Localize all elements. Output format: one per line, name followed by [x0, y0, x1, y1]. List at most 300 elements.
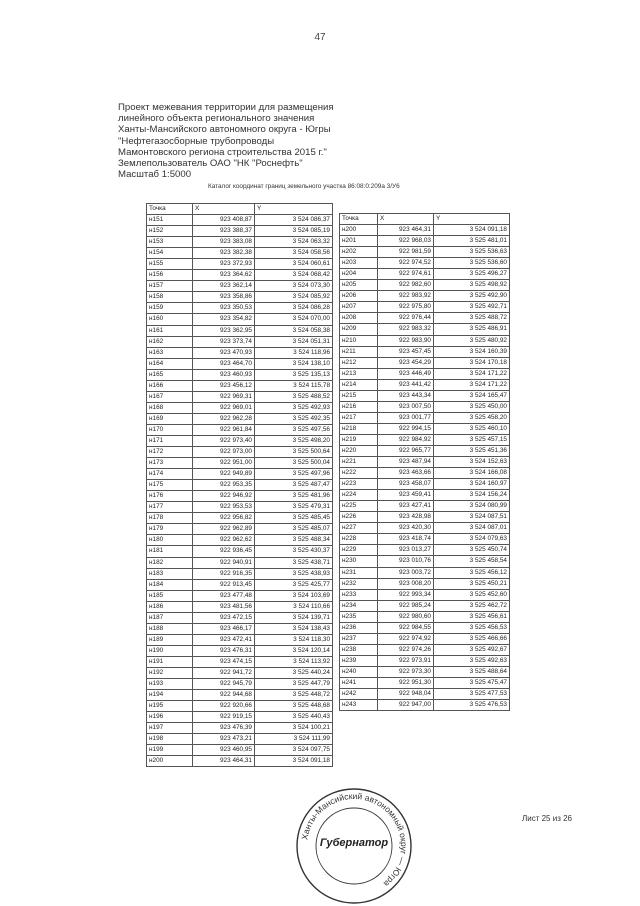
- point-cell: н177: [147, 502, 193, 513]
- x-cell: 923 460,93: [193, 369, 255, 380]
- y-cell: 3 524 171,22: [434, 379, 510, 390]
- table-row: [147, 557, 333, 568]
- x-cell: 923 476,39: [193, 723, 255, 734]
- y-cell: 3 524 110,66: [255, 601, 333, 612]
- point-cell: н206: [340, 291, 378, 302]
- y-cell: 3 524 115,78: [255, 380, 333, 391]
- x-cell: 922 983,92: [378, 291, 434, 302]
- y-cell: 3 525 536,63: [434, 247, 510, 258]
- x-cell: 922 974,52: [378, 258, 434, 269]
- table-row: [340, 445, 510, 456]
- table-row: [147, 601, 333, 612]
- table-row: [147, 623, 333, 634]
- table-row: [147, 513, 333, 524]
- point-cell: н223: [340, 479, 378, 490]
- table-row: [147, 579, 333, 590]
- point-cell: н205: [340, 280, 378, 291]
- y-cell: 3 525 488,52: [255, 391, 333, 402]
- point-cell: н170: [147, 424, 193, 435]
- x-cell: 923 464,70: [193, 358, 255, 369]
- point-cell: н203: [340, 258, 378, 269]
- x-cell: 922 974,61: [378, 269, 434, 280]
- x-cell: 923 427,41: [378, 501, 434, 512]
- table-row: [340, 534, 510, 545]
- header-line: Мамонтовского региона строительства 2015 г.": [118, 146, 327, 158]
- y-cell: 3 525 487,47: [255, 480, 333, 491]
- point-cell: н182: [147, 557, 193, 568]
- x-cell: 923 464,31: [193, 756, 255, 767]
- table-row: [147, 491, 333, 502]
- point-cell: н239: [340, 655, 378, 666]
- x-cell: 922 968,03: [378, 236, 434, 247]
- x-cell: 922 969,01: [193, 402, 255, 413]
- y-cell: 3 525 536,60: [434, 258, 510, 269]
- point-cell: н213: [340, 368, 378, 379]
- y-cell: 3 525 481,96: [255, 491, 333, 502]
- y-cell: 3 524 160,39: [434, 346, 510, 357]
- y-cell: 3 525 456,12: [434, 567, 510, 578]
- y-cell: 3 524 070,00: [255, 314, 333, 325]
- header-line: Масштаб 1:5000: [118, 169, 192, 181]
- y-cell: 3 524 138,43: [255, 623, 333, 634]
- table-row: [340, 689, 510, 700]
- y-cell: 3 524 080,99: [434, 501, 510, 512]
- x-cell: 923 008,20: [378, 578, 434, 589]
- table-row: [340, 622, 510, 633]
- point-cell: н243: [340, 700, 378, 711]
- point-cell: н225: [340, 501, 378, 512]
- table-row: [147, 535, 333, 546]
- table-row: [147, 524, 333, 535]
- point-cell: н162: [147, 336, 193, 347]
- point-cell: н211: [340, 346, 378, 357]
- x-cell: 923 382,38: [193, 248, 255, 259]
- table-row: [340, 368, 510, 379]
- x-cell: 922 944,68: [193, 690, 255, 701]
- x-cell: 923 466,17: [193, 623, 255, 634]
- y-cell: 3 525 492,35: [255, 413, 333, 424]
- x-cell: 923 446,49: [378, 368, 434, 379]
- point-cell: н164: [147, 358, 193, 369]
- column-header-point: Точка: [147, 204, 193, 215]
- point-cell: н201: [340, 236, 378, 247]
- point-cell: н216: [340, 401, 378, 412]
- point-cell: н210: [340, 335, 378, 346]
- table-row: [147, 634, 333, 645]
- page-number: 47: [314, 32, 326, 43]
- y-cell: 3 525 450,74: [434, 545, 510, 556]
- x-cell: 922 973,91: [378, 655, 434, 666]
- point-cell: н226: [340, 512, 378, 523]
- table-row: [147, 667, 333, 678]
- column-header-y: Y: [434, 214, 510, 225]
- table-row: [340, 677, 510, 688]
- point-cell: н165: [147, 369, 193, 380]
- x-cell: 922 973,00: [193, 447, 255, 458]
- x-cell: 923 010,76: [378, 556, 434, 567]
- column-header-x: X: [378, 214, 434, 225]
- y-cell: 3 524 171,22: [434, 368, 510, 379]
- y-cell: 3 525 438,71: [255, 557, 333, 568]
- table-row: [340, 225, 510, 236]
- table-row: [340, 258, 510, 269]
- header-line: Ханты-Мансийского автономного округа - Югры: [118, 124, 331, 136]
- y-cell: 3 524 152,63: [434, 457, 510, 468]
- x-cell: 923 354,82: [193, 314, 255, 325]
- table-row: [147, 369, 333, 380]
- y-cell: 3 525 476,53: [434, 700, 510, 711]
- point-cell: н208: [340, 313, 378, 324]
- x-cell: 922 961,84: [193, 424, 255, 435]
- y-cell: 3 525 496,27: [434, 269, 510, 280]
- point-cell: н228: [340, 534, 378, 545]
- x-cell: 923 487,94: [378, 457, 434, 468]
- table-row: [147, 292, 333, 303]
- y-cell: 3 524 091,18: [255, 756, 333, 767]
- x-cell: 922 946,92: [193, 491, 255, 502]
- y-cell: 3 525 500,64: [255, 447, 333, 458]
- seal-ring-text: Ханты-Мансийский автономный округ — Югра: [299, 790, 410, 889]
- x-cell: 922 951,30: [378, 677, 434, 688]
- table-row: [147, 237, 333, 248]
- seal-center-text: Губернатор: [319, 837, 389, 849]
- sheet-label: Лист 25 из 26: [522, 814, 572, 823]
- point-cell: н207: [340, 302, 378, 313]
- x-cell: 922 973,30: [378, 666, 434, 677]
- table-row: [147, 270, 333, 281]
- table-row: [147, 402, 333, 413]
- point-cell: н159: [147, 303, 193, 314]
- header-line: Проект межевания территории для размещения: [118, 102, 334, 113]
- table-header-row: [147, 204, 333, 215]
- table-row: [340, 523, 510, 534]
- table-row: [147, 679, 333, 690]
- point-cell: н222: [340, 468, 378, 479]
- x-cell: 922 916,35: [193, 568, 255, 579]
- column-header-point: Точка: [340, 214, 378, 225]
- x-cell: 922 965,77: [378, 445, 434, 456]
- y-cell: 3 524 073,30: [255, 281, 333, 292]
- y-cell: 3 524 087,01: [434, 523, 510, 534]
- column-header-y: Y: [255, 204, 333, 215]
- x-cell: 922 949,89: [193, 469, 255, 480]
- point-cell: н151: [147, 215, 193, 226]
- y-cell: 3 525 492,93: [255, 402, 333, 413]
- coordinates-table-left: [146, 203, 333, 767]
- table-row: [147, 690, 333, 701]
- catalog-title: Каталог координат границ земельного участка 86:08:0:209а 3/У6: [208, 183, 400, 190]
- coordinates-table-right: [339, 213, 510, 711]
- table-row: [340, 567, 510, 578]
- x-cell: 922 920,66: [193, 701, 255, 712]
- x-cell: 922 975,80: [378, 302, 434, 313]
- y-cell: 3 524 086,28: [255, 303, 333, 314]
- x-cell: 923 001,77: [378, 412, 434, 423]
- table-row: [147, 447, 333, 458]
- point-cell: н227: [340, 523, 378, 534]
- point-cell: н221: [340, 457, 378, 468]
- y-cell: 3 524 051,31: [255, 336, 333, 347]
- x-cell: 922 940,91: [193, 557, 255, 568]
- x-cell: 922 956,82: [193, 513, 255, 524]
- x-cell: 922 969,31: [193, 391, 255, 402]
- x-cell: 923 003,72: [378, 567, 434, 578]
- table-row: [147, 314, 333, 325]
- x-cell: 923 464,31: [378, 225, 434, 236]
- point-cell: н154: [147, 248, 193, 259]
- x-cell: 922 985,24: [378, 600, 434, 611]
- y-cell: 3 525 438,93: [255, 568, 333, 579]
- y-cell: 3 524 058,56: [255, 248, 333, 259]
- y-cell: 3 525 457,15: [434, 434, 510, 445]
- x-cell: 923 476,31: [193, 645, 255, 656]
- point-cell: н163: [147, 347, 193, 358]
- y-cell: 3 525 456,61: [434, 611, 510, 622]
- point-cell: н185: [147, 590, 193, 601]
- table-row: [340, 611, 510, 622]
- point-cell: н237: [340, 633, 378, 644]
- y-cell: 3 524 087,51: [434, 512, 510, 523]
- y-cell: 3 524 118,30: [255, 634, 333, 645]
- x-cell: 922 983,90: [378, 335, 434, 346]
- y-cell: 3 525 466,66: [434, 633, 510, 644]
- x-cell: 922 973,40: [193, 435, 255, 446]
- y-cell: 3 525 135,13: [255, 369, 333, 380]
- point-cell: н242: [340, 689, 378, 700]
- y-cell: 3 525 486,91: [434, 324, 510, 335]
- point-cell: н188: [147, 623, 193, 634]
- point-cell: н194: [147, 690, 193, 701]
- table-row: [340, 600, 510, 611]
- table-row: [147, 469, 333, 480]
- point-cell: н192: [147, 667, 193, 678]
- table-row: [147, 645, 333, 656]
- x-cell: 922 953,35: [193, 480, 255, 491]
- y-cell: 3 525 498,20: [255, 435, 333, 446]
- point-cell: н229: [340, 545, 378, 556]
- point-cell: н156: [147, 270, 193, 281]
- x-cell: 923 481,56: [193, 601, 255, 612]
- y-cell: 3 525 458,54: [434, 556, 510, 567]
- point-cell: н196: [147, 712, 193, 723]
- y-cell: 3 525 488,72: [434, 313, 510, 324]
- x-cell: 923 472,41: [193, 634, 255, 645]
- table-body: [340, 225, 510, 711]
- table-row: [340, 346, 510, 357]
- point-cell: н179: [147, 524, 193, 535]
- table-row: [340, 423, 510, 434]
- x-cell: 923 456,12: [193, 380, 255, 391]
- table-row: [147, 413, 333, 424]
- point-cell: н232: [340, 578, 378, 589]
- y-cell: 3 525 425,77: [255, 579, 333, 590]
- table-row: [147, 458, 333, 469]
- header-line: Землепользователь ОАО "НК "Роснефть": [118, 158, 303, 170]
- x-cell: 922 948,04: [378, 689, 434, 700]
- x-cell: 923 457,45: [378, 346, 434, 357]
- x-cell: 922 980,60: [378, 611, 434, 622]
- y-cell: 3 524 160,97: [434, 479, 510, 490]
- point-cell: н152: [147, 226, 193, 237]
- table-row: [147, 435, 333, 446]
- point-cell: н168: [147, 402, 193, 413]
- point-cell: н189: [147, 634, 193, 645]
- table-row: [147, 480, 333, 491]
- table-row: [340, 468, 510, 479]
- point-cell: н218: [340, 423, 378, 434]
- table-row: [147, 590, 333, 601]
- point-cell: н219: [340, 434, 378, 445]
- point-cell: н183: [147, 568, 193, 579]
- y-cell: 3 525 481,01: [434, 236, 510, 247]
- x-cell: 923 358,86: [193, 292, 255, 303]
- point-cell: н160: [147, 314, 193, 325]
- y-cell: 3 525 430,37: [255, 546, 333, 557]
- point-cell: н235: [340, 611, 378, 622]
- x-cell: 923 408,87: [193, 215, 255, 226]
- point-cell: н217: [340, 412, 378, 423]
- table-row: [147, 612, 333, 623]
- x-cell: 923 007,50: [378, 401, 434, 412]
- y-cell: 3 524 165,47: [434, 390, 510, 401]
- point-cell: н153: [147, 237, 193, 248]
- table-row: [340, 666, 510, 677]
- y-cell: 3 525 475,47: [434, 677, 510, 688]
- table-row: [340, 412, 510, 423]
- table-row: [340, 302, 510, 313]
- point-cell: н178: [147, 513, 193, 524]
- y-cell: 3 525 479,31: [255, 502, 333, 513]
- header-line: "Нефтегазосборные трубопроводы: [118, 135, 275, 147]
- point-cell: н195: [147, 701, 193, 712]
- point-cell: н231: [340, 567, 378, 578]
- table-row: [340, 324, 510, 335]
- x-cell: 923 470,93: [193, 347, 255, 358]
- x-cell: 922 974,26: [378, 644, 434, 655]
- x-cell: 923 473,21: [193, 734, 255, 745]
- y-cell: 3 525 456,53: [434, 622, 510, 633]
- table-row: [340, 379, 510, 390]
- y-cell: 3 524 166,08: [434, 468, 510, 479]
- table-row: [340, 280, 510, 291]
- point-cell: н215: [340, 390, 378, 401]
- point-cell: н238: [340, 644, 378, 655]
- point-cell: н169: [147, 413, 193, 424]
- y-cell: 3 525 440,43: [255, 712, 333, 723]
- point-cell: н166: [147, 380, 193, 391]
- point-cell: н230: [340, 556, 378, 567]
- point-cell: н175: [147, 480, 193, 491]
- table-row: [147, 424, 333, 435]
- x-cell: 923 474,15: [193, 656, 255, 667]
- table-row: [147, 303, 333, 314]
- column-header-x: X: [193, 204, 255, 215]
- table-row: [340, 644, 510, 655]
- point-cell: н224: [340, 490, 378, 501]
- x-cell: 923 388,37: [193, 226, 255, 237]
- table-row: [340, 501, 510, 512]
- y-cell: 3 525 485,07: [255, 524, 333, 535]
- x-cell: 923 383,08: [193, 237, 255, 248]
- table-row: [147, 756, 333, 767]
- table-row: [147, 259, 333, 270]
- table-row: [340, 335, 510, 346]
- point-cell: н193: [147, 679, 193, 690]
- x-cell: 923 364,62: [193, 270, 255, 281]
- x-cell: 922 993,34: [378, 589, 434, 600]
- table-row: [147, 656, 333, 667]
- y-cell: 3 525 448,68: [255, 701, 333, 712]
- point-cell: н191: [147, 656, 193, 667]
- y-cell: 3 525 480,92: [434, 335, 510, 346]
- x-cell: 922 974,92: [378, 633, 434, 644]
- table-row: [340, 269, 510, 280]
- table-row: [340, 457, 510, 468]
- y-cell: 3 524 068,42: [255, 270, 333, 281]
- y-cell: 3 524 091,18: [434, 225, 510, 236]
- x-cell: 923 428,98: [378, 512, 434, 523]
- x-cell: 922 947,00: [378, 700, 434, 711]
- x-cell: 922 984,92: [378, 434, 434, 445]
- point-cell: н158: [147, 292, 193, 303]
- table-row: [340, 401, 510, 412]
- y-cell: 3 525 477,53: [434, 689, 510, 700]
- y-cell: 3 524 097,75: [255, 745, 333, 756]
- y-cell: 3 524 118,96: [255, 347, 333, 358]
- table-row: [340, 578, 510, 589]
- y-cell: 3 525 485,45: [255, 513, 333, 524]
- x-cell: 923 418,74: [378, 534, 434, 545]
- x-cell: 922 981,59: [378, 247, 434, 258]
- table-row: [147, 380, 333, 391]
- y-cell: 3 525 462,72: [434, 600, 510, 611]
- x-cell: 922 994,15: [378, 423, 434, 434]
- x-cell: 923 373,74: [193, 336, 255, 347]
- point-cell: н202: [340, 247, 378, 258]
- table-row: [340, 655, 510, 666]
- x-cell: 923 350,53: [193, 303, 255, 314]
- point-cell: н220: [340, 445, 378, 456]
- table-row: [147, 358, 333, 369]
- table-row: [147, 336, 333, 347]
- x-cell: 923 362,14: [193, 281, 255, 292]
- x-cell: 922 983,32: [378, 324, 434, 335]
- point-cell: н198: [147, 734, 193, 745]
- y-cell: 3 524 170,18: [434, 357, 510, 368]
- y-cell: 3 525 492,71: [434, 302, 510, 313]
- y-cell: 3 525 460,10: [434, 423, 510, 434]
- table-row: [147, 325, 333, 336]
- point-cell: н173: [147, 458, 193, 469]
- point-cell: н241: [340, 677, 378, 688]
- point-cell: н190: [147, 645, 193, 656]
- y-cell: 3 525 447,79: [255, 679, 333, 690]
- table-row: [147, 712, 333, 723]
- y-cell: 3 524 120,14: [255, 645, 333, 656]
- y-cell: 3 525 450,21: [434, 578, 510, 589]
- x-cell: 923 443,34: [378, 390, 434, 401]
- point-cell: н240: [340, 666, 378, 677]
- x-cell: 922 962,62: [193, 535, 255, 546]
- y-cell: 3 525 492,67: [434, 644, 510, 655]
- table-row: [147, 347, 333, 358]
- x-cell: 923 372,93: [193, 259, 255, 270]
- point-cell: н180: [147, 535, 193, 546]
- y-cell: 3 525 497,96: [255, 469, 333, 480]
- header-line: линейного объекта регионального значения: [118, 113, 315, 125]
- table-row: [147, 281, 333, 292]
- point-cell: н209: [340, 324, 378, 335]
